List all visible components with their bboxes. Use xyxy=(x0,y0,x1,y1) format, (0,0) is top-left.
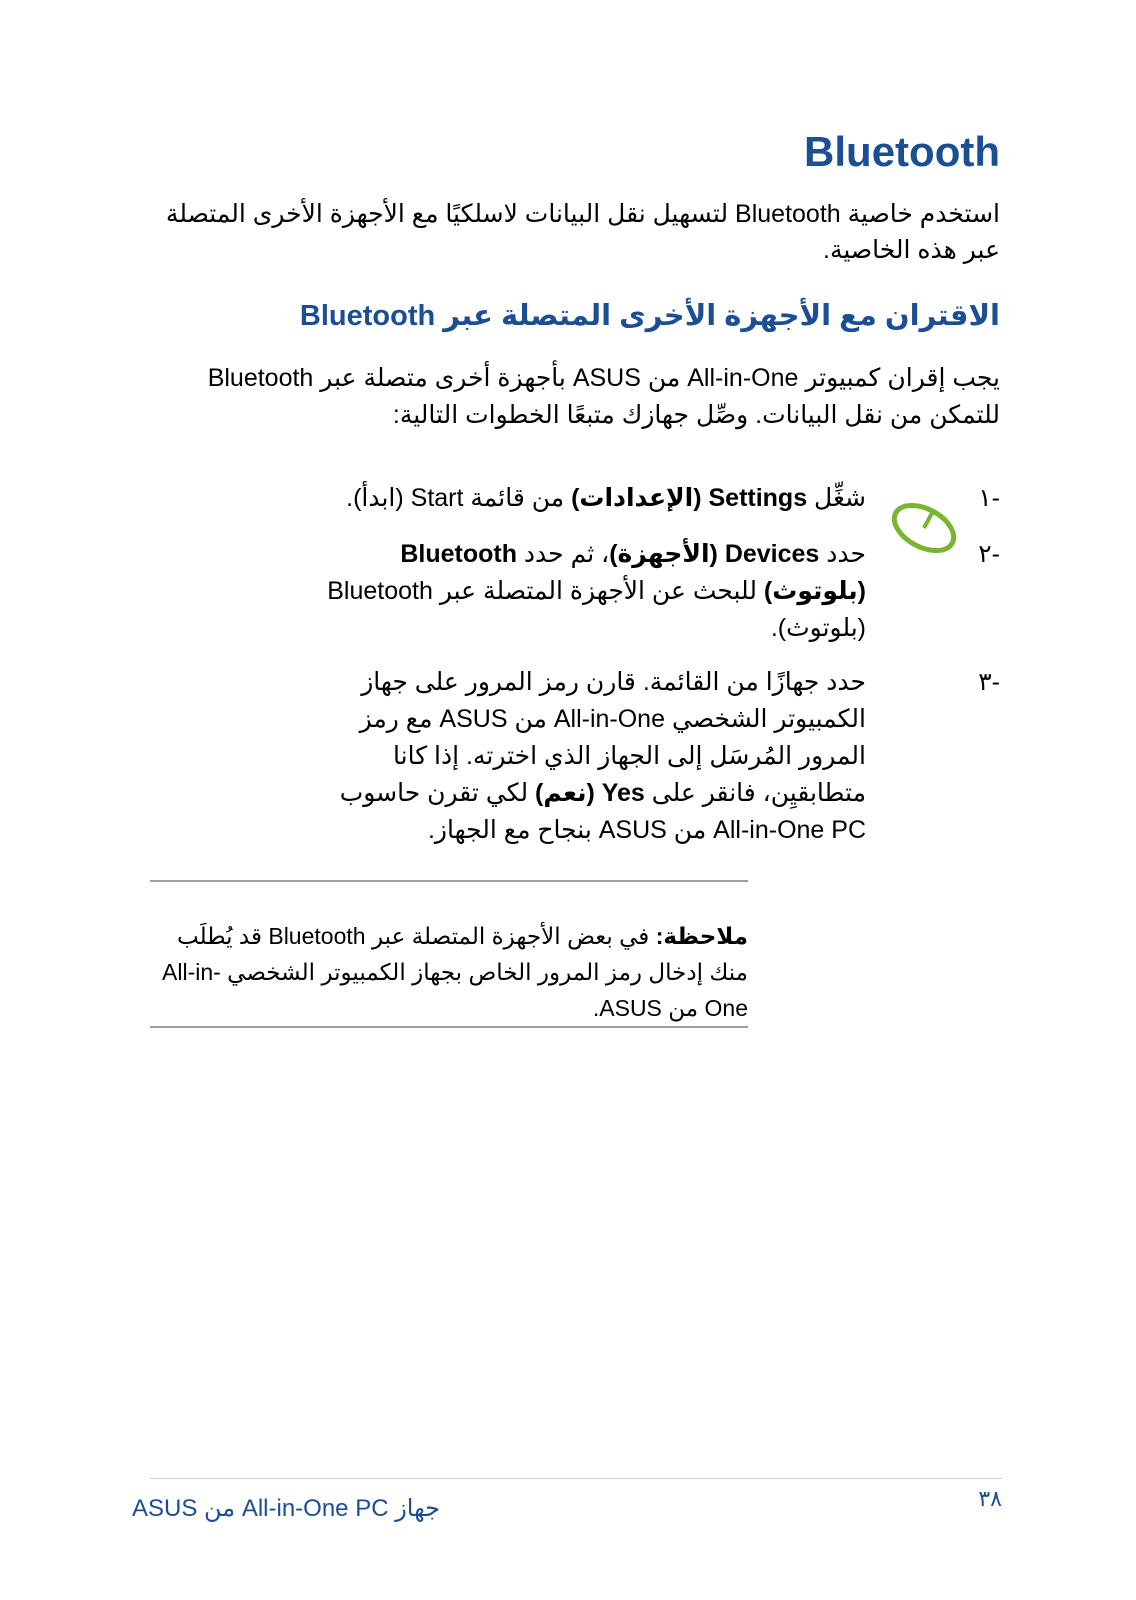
note-label: ملاحظة: xyxy=(655,923,748,949)
footer-divider xyxy=(150,1478,1002,1479)
note-top-divider xyxy=(150,880,748,882)
section-description: يجب إقران كمبيوتر All-in-One من ASUS بأجهزة أخرى متصلة عبر Bluetooth للتمكن من نقل البيانات. وصِّل جهازك متبعًا الخطوات التالية: xyxy=(207,364,1000,429)
note-text: في بعض الأجهزة المتصلة عبر Bluetooth قد يُطلَب منك إدخال رمز المرور الخاص بجهاز الكمبيوتر الشخصي All-in-One من ASUS. xyxy=(162,923,748,1021)
note-box xyxy=(150,918,748,1026)
step-2-devices-label: Devices (الأجهزة) xyxy=(609,540,820,568)
step-2-bluetooth-label: Bluetooth (بلوتوث) xyxy=(400,540,866,605)
note-bottom-divider xyxy=(150,1026,748,1028)
step-2 xyxy=(306,536,866,647)
step-2-text-b: ، ثم حدد xyxy=(516,540,610,568)
step-3-text-a: حدد جهازًا من القائمة. قارن رمز المرور على جهاز الكمبيوتر الشخصي All-in-One من ASUS مع رمز المرور المُرسَل إلى الجهاز الذي اخترته. إذا كانا متطابقيِن، فانقر على xyxy=(359,668,866,807)
page-number: ٣٨ xyxy=(978,1486,1002,1511)
intro-paragraph: استخدم خاصية Bluetooth لتسهيل نقل البيانات لاسلكيًا مع الأجهزة الأخرى المتصلة عبر هذه الخاصية. xyxy=(165,200,1000,264)
footer-text: جهاز All-in-One PC من ASUS xyxy=(132,1495,441,1522)
step-3 xyxy=(306,664,866,849)
step-3-yes-label: Yes (نعم) xyxy=(535,779,645,807)
section-heading: الاقتران مع الأجهزة الأخرى المتصلة عبر Bluetooth xyxy=(299,300,1000,332)
step-1-text-a: شغِّل xyxy=(807,484,866,512)
mouse-icon xyxy=(884,500,964,556)
step-1 xyxy=(306,480,866,517)
step-number-1: ١- xyxy=(978,484,1000,512)
step-number-2: ٢- xyxy=(978,540,1000,568)
step-1-text-b: من قائمة Start (ابدأ). xyxy=(346,484,572,512)
step-2-text-a: حدد xyxy=(819,540,866,568)
step-number-3: ٣- xyxy=(978,668,1000,696)
step-2-text-c: للبحث عن الأجهزة المتصلة عبر Bluetooth (بلوتوث). xyxy=(327,577,866,642)
step-3-text-b: لكي تقرن حاسوب All-in-One PC من ASUS بنجاح مع الجهاز. xyxy=(339,779,866,844)
page-title: Bluetooth xyxy=(804,128,1000,175)
step-1-settings-label: Settings (الإعدادات) xyxy=(571,484,808,512)
